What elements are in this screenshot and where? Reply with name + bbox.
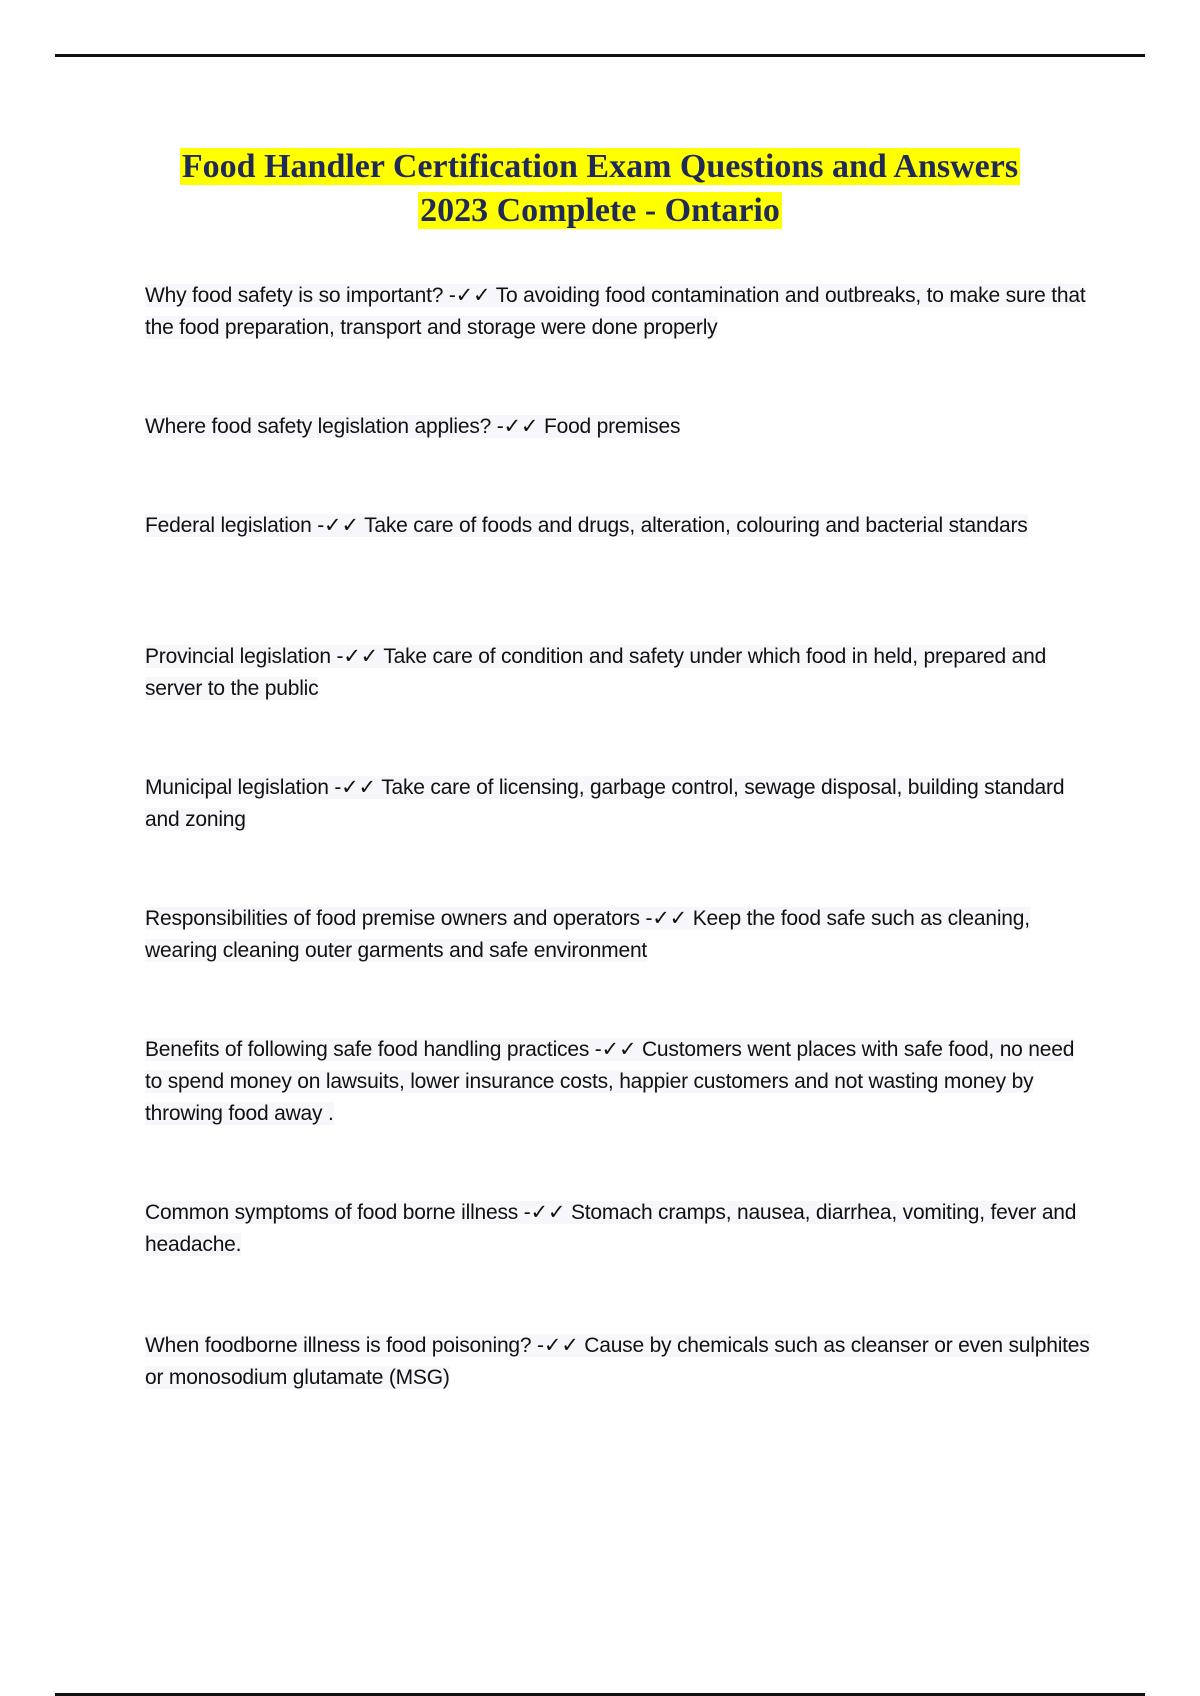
qa-text: Federal legislation -✓✓ Take care of foods and drugs, alteration, colouring and bacterial standars [145,514,1028,537]
qa-text: Responsibilities of food premise owners and operators -✓✓ Keep the food safe such as cleaning, wearing cleaning outer garments and safe environment [145,907,1030,962]
qa-text: Municipal legislation -✓✓ Take care of licensing, garbage control, sewage disposal, building standard and zoning [145,776,1065,831]
qa-text: Common symptoms of food borne illness -✓✓ Stomach cramps, nausea, diarrhea, vomiting, fever and headache. [145,1201,1077,1256]
qa-item [145,1197,1095,1330]
qa-item [145,510,1095,641]
qa-text: Why food safety is so important? -✓✓ To avoiding food contamination and outbreaks, to make sure that the food preparation, transport and storage were done properly [145,284,1086,339]
top-rule [55,54,1145,57]
title-line-2: 2023 Complete - Ontario [420,192,780,229]
qa-text: Where food safety legislation applies? -✓✓ Food premises [145,415,681,438]
qa-item [145,1330,1095,1394]
qa-item [145,411,1095,510]
qa-item [145,903,1095,1034]
qa-list [145,280,1095,1394]
qa-text: Provincial legislation -✓✓ Take care of condition and safety under which food in held, prepared and server to the public [145,645,1047,700]
qa-item [145,772,1095,903]
qa-item [145,641,1095,772]
title-line-1: Food Handler Certification Exam Questions and Answers [181,148,1019,185]
qa-text: Benefits of following safe food handling practices -✓✓ Customers went places with safe food, no need to spend money on lawsuits, lower insurance costs, happier customers and not wasting money by throwing food away . [145,1038,1075,1125]
qa-item [145,1034,1095,1197]
qa-item [145,280,1095,411]
document-title [100,145,1100,233]
qa-text: When foodborne illness is food poisoning? -✓✓ Cause by chemicals such as cleanser or even sulphites or monosodium glutamate (MSG) [145,1334,1090,1389]
